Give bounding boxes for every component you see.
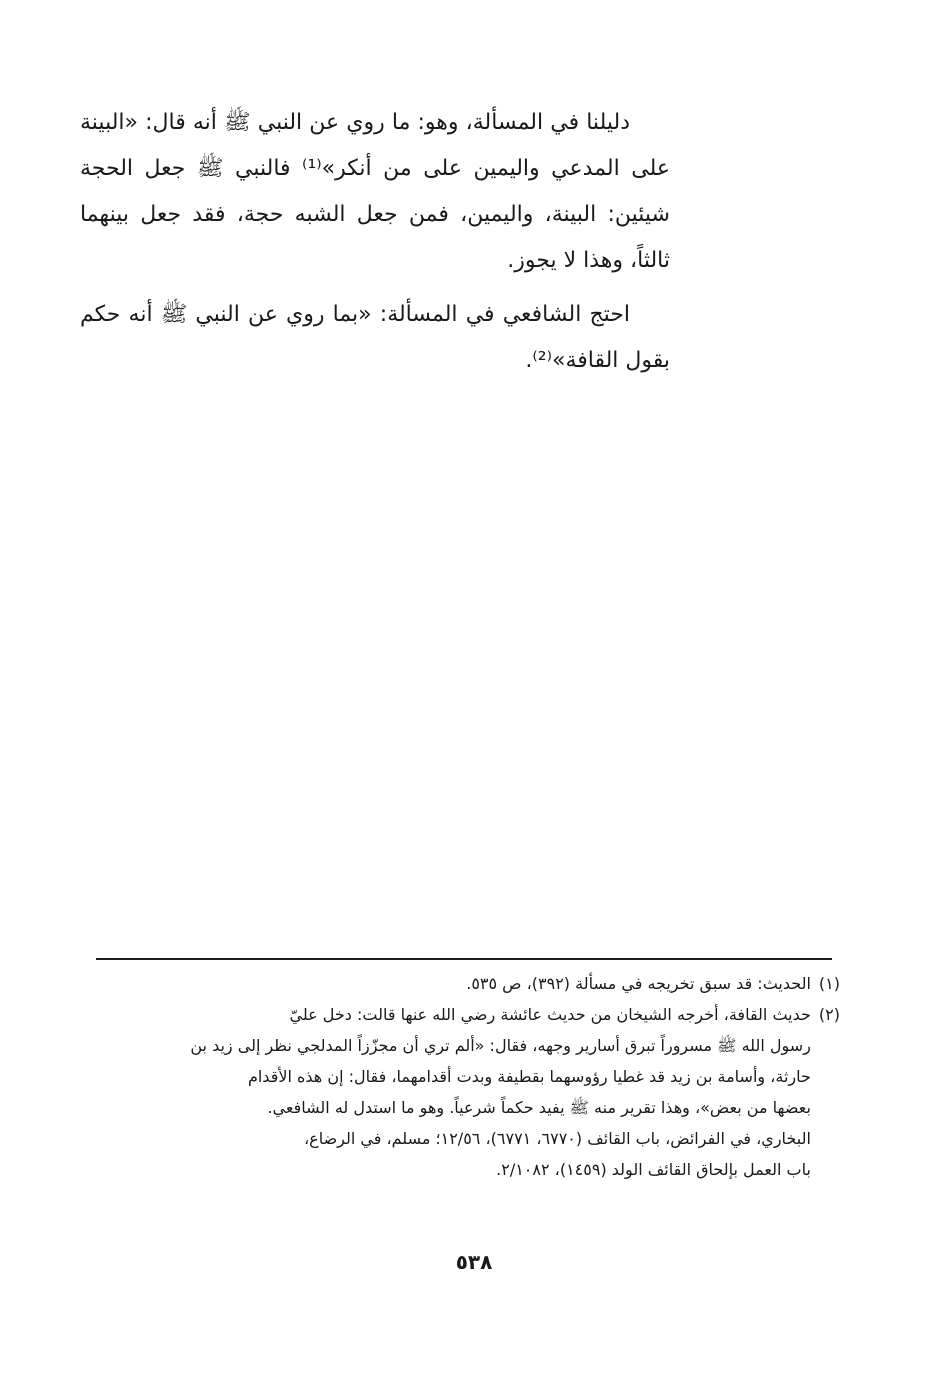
- footnote-number: (٢): [818, 1005, 840, 1024]
- footnote-line: بعضها من بعض»، وهذا تقرير منه ﷺ يفيد حكماً شرعياً. وهو ما استدل له الشافعي.: [267, 1098, 811, 1117]
- page-number: ٥٣٨: [455, 1250, 493, 1274]
- footnote-line: باب العمل بإلحاق القائف الولد (١٤٥٩)، ٢/١٠٨٢.: [496, 1160, 811, 1179]
- paragraph-shafii-argument: احتج الشافعي في المسألة: «بما روي عن النبي ﷺ أنه حكم بقول القافة»⁽²⁾.: [80, 302, 670, 373]
- footnote-2: [96, 999, 840, 1185]
- footnote-line: الحديث: قد سبق تخريجه في مسألة (٣٩٢)، ص ٥٣٥.: [466, 974, 811, 993]
- footnote-1: [96, 968, 840, 999]
- footnote-line: حديث القافة، أخرجه الشيخان من حديث عائشة رضي الله عنها قالت: دخل عليّ: [289, 1005, 811, 1024]
- footnote-number: (١): [818, 974, 840, 993]
- footnote-body: [96, 968, 811, 999]
- footnote-separator: [96, 958, 832, 960]
- main-text: [80, 100, 670, 392]
- footnote-body: [96, 999, 811, 1185]
- footnote-line: حارثة، وأسامة بن زيد قد غطيا رؤوسهما بقطيفة وبدت أقدامهما، فقال: إن هذه الأقدام: [247, 1067, 811, 1086]
- footnote-line: البخاري، في الفرائض، باب القائف (٦٧٧٠، ٦٧٧١)، ١٢/٥٦؛ مسلم، في الرضاع،: [304, 1129, 811, 1148]
- footnote-line: رسول الله ﷺ مسروراً تبرق أسارير وجهه، فقال: «ألم تري أن مجزّزاً المدلجي نظر إلى زيد بن: [190, 1036, 811, 1055]
- footnotes: [96, 968, 840, 1185]
- paragraph-evidence: دليلنا في المسألة، وهو: ما روي عن النبي ﷺ أنه قال: «البينة على المدعي واليمين على من أنكر»⁽¹⁾ فالنبي ﷺ جعل الحجة شيئين: البينة، واليمين، فمن جعل الشبه حجة، فقد جعل بينهما ثالثاً، وهذا لا يجوز.: [80, 110, 670, 273]
